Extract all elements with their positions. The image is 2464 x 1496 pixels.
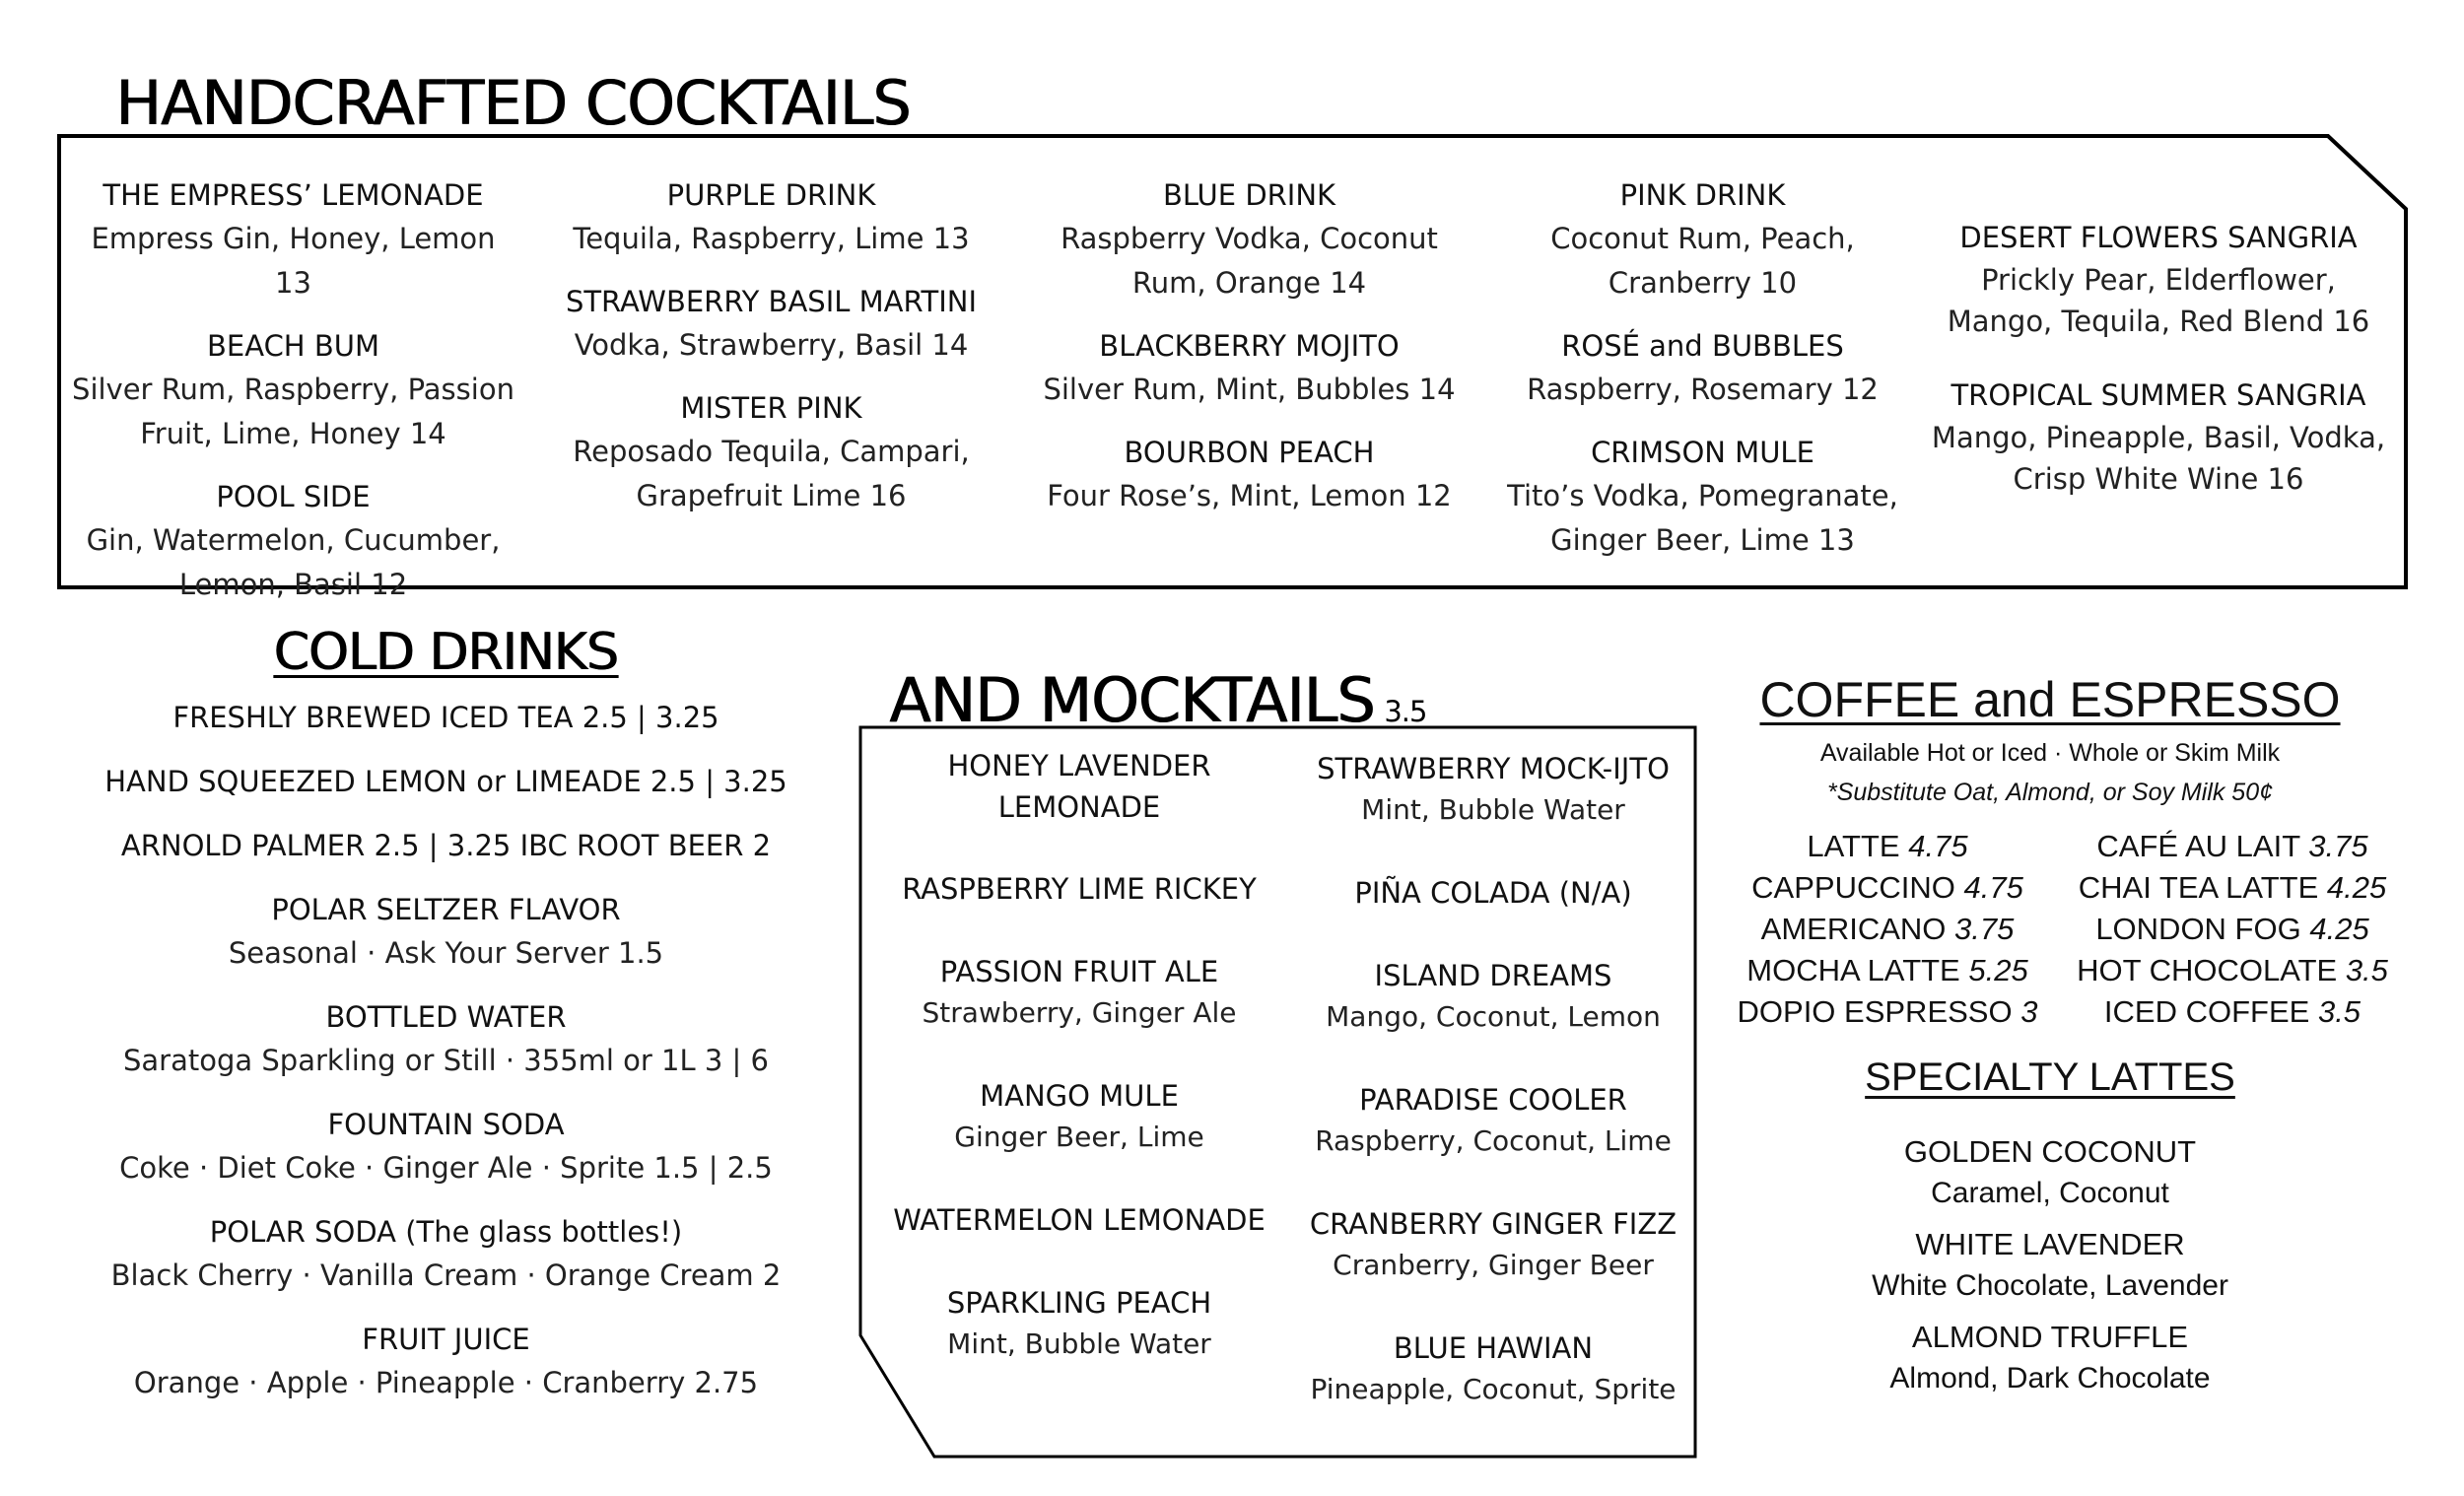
specialty-lattes-title: SPECIALTY LATTES: [1865, 1055, 2235, 1099]
menu-item-name: PINK DRINK: [1619, 178, 1786, 212]
coffee-title: COFFEE and ESPRESSO: [1759, 672, 2341, 727]
menu-item-name: BLACKBERRY MOJITO: [1099, 329, 1400, 363]
menu-item: [537, 280, 1005, 368]
menu-item-desc: Vodka, Strawberry, Basil 14: [574, 328, 969, 362]
coffee-item-name: HOT CHOCOLATE: [2077, 953, 2338, 987]
menu-item-name: POLAR SELTZER FLAVOR: [271, 893, 621, 926]
coffee-item-name: MOCHA LATTE: [1746, 953, 1960, 987]
menu-item-name: HONEY LAVENDER: [947, 749, 1211, 782]
menu-item: [867, 1075, 1291, 1199]
cocktail-column-1: [69, 173, 517, 607]
menu-item: [69, 173, 517, 306]
menu-item: [867, 868, 1291, 951]
menu-item-desc: Caramel, Coconut: [1931, 1177, 2169, 1209]
menu-item-desc: Cranberry, Ginger Beer: [1333, 1249, 1654, 1281]
menu-item: [537, 386, 1005, 518]
menu-item-desc: Mint, Bubble Water: [947, 1327, 1211, 1360]
menu-item-desc: Mango, Pineapple, Basil, Vodka,: [1931, 421, 2386, 454]
menu-item-desc: Mango, Tequila, Red Blend 16: [1947, 305, 2370, 338]
specialty-lattes-list: [1745, 1131, 2356, 1399]
menu-item-desc: Seasonal · Ask Your Server 1.5: [228, 936, 664, 970]
menu-item-desc: Mango, Coconut, Lemon: [1326, 1000, 1661, 1033]
menu-item: [59, 1318, 833, 1405]
cocktails-title: HANDCRAFTED COCKTAILS: [115, 67, 911, 139]
menu-item-name: ISLAND DREAMS: [1374, 959, 1612, 992]
cocktail-column-4: [1478, 173, 1927, 563]
menu-item-desc: Fruit, Lime, Honey 14: [140, 417, 446, 450]
menu-item: [1922, 374, 2395, 500]
menu-item-name: MANGO MULE: [980, 1079, 1179, 1113]
menu-item-name: RASPBERRY LIME RICKEY: [902, 872, 1257, 906]
cocktail-column-3: [1025, 173, 1473, 518]
mocktails-title: [889, 666, 1426, 746]
menu-item: [1281, 1327, 1705, 1410]
coffee-item-name: AMERICANO: [1760, 912, 1947, 946]
menu-item-desc: Grapefruit Lime 16: [636, 479, 907, 512]
menu-item-name: FRESHLY BREWED ICED TEA 2.5 | 3.25: [172, 701, 719, 734]
menu-item: [1745, 1131, 2356, 1214]
menu-item-desc: Tequila, Raspberry, Lime 13: [573, 222, 970, 255]
menu-item-name: PURPLE DRINK: [666, 178, 876, 212]
menu-item-name: CRANBERRY GINGER FIZZ: [1309, 1207, 1677, 1241]
menu-item-name: ROSÉ and BUBBLES: [1561, 329, 1844, 363]
coffee-item-price: 3.5: [2317, 994, 2361, 1029]
menu-item-desc: Four Rose’s, Mint, Lemon 12: [1047, 479, 1452, 512]
menu-item: [1281, 1203, 1705, 1327]
menu-item-name: THE EMPRESS’ LEMONADE: [103, 178, 484, 212]
coffee-item-price: 3.5: [2345, 953, 2388, 987]
coffee-item: [1725, 950, 2050, 991]
menu-item-name: ALMOND TRUFFLE: [1911, 1320, 2189, 1354]
menu-item: [867, 1282, 1291, 1365]
menu-item: [537, 173, 1005, 261]
menu-item: [1281, 748, 1705, 872]
menu-item: [1745, 1224, 2356, 1307]
menu-item-name: PASSION FRUIT ALE: [939, 955, 1219, 988]
menu-item: [1478, 431, 1927, 563]
menu-item-name: PARADISE COOLER: [1359, 1083, 1627, 1117]
menu-item-desc: Almond, Dark Chocolate: [1889, 1362, 2211, 1394]
coffee-item-name: LONDON FOG: [2095, 912, 2301, 946]
menu-item-desc: Pineapple, Coconut, Sprite: [1310, 1373, 1677, 1405]
menu-item-name: BOURBON PEACH: [1124, 436, 1375, 469]
coffee-item-price: 5.25: [1968, 953, 2028, 987]
menu-item-name: WATERMELON LEMONADE: [893, 1203, 1266, 1237]
menu-item-name: GOLDEN COCONUT: [1903, 1134, 2197, 1169]
menu-item: [59, 760, 833, 803]
menu-item-desc: Reposado Tequila, Campari,: [573, 435, 970, 468]
menu-item-desc: Black Cherry · Vanilla Cream · Orange Cream 2: [110, 1258, 782, 1292]
menu-item-desc: Empress Gin, Honey, Lemon 13: [91, 222, 496, 300]
menu-item-name: BEACH BUM: [207, 329, 379, 363]
mocktails-price: 3.5: [1384, 695, 1427, 728]
menu-item: [59, 1210, 833, 1298]
menu-item-name: FOUNTAIN SODA: [327, 1108, 565, 1141]
menu-item: [1025, 324, 1473, 412]
menu-item-desc: Rum, Orange 14: [1131, 266, 1367, 300]
menu-item: [1025, 173, 1473, 306]
menu-item-desc: Raspberry Vodka, Coconut: [1061, 222, 1438, 255]
menu-item: [69, 324, 517, 456]
coffee-item-price: 3.75: [2308, 829, 2368, 863]
menu-item: [59, 995, 833, 1083]
coffee-item-price: 3: [2020, 994, 2038, 1029]
cocktail-column-5: [1922, 216, 2395, 500]
coffee-item-name: ICED COFFEE: [2103, 994, 2310, 1029]
coffee-item: [2055, 867, 2410, 909]
coffee-item: [1725, 826, 2050, 867]
menu-item-name: DESERT FLOWERS SANGRIA: [1959, 221, 2358, 254]
menu-item-desc: Tito’s Vodka, Pomegranate,: [1507, 479, 1898, 512]
menu-item-name: POOL SIDE: [216, 480, 371, 513]
cocktail-column-2: [537, 173, 1005, 518]
menu-item: [867, 951, 1291, 1075]
menu-item: [1025, 431, 1473, 518]
menu-item-name: PIÑA COLADA (N/A): [1354, 876, 1632, 910]
coffee-item-name: CAPPUCCINO: [1751, 870, 1955, 905]
menu-item-desc: Gin, Watermelon, Cucumber,: [86, 523, 501, 557]
coffee-item: [1725, 909, 2050, 950]
menu-item: [69, 475, 517, 607]
coffee-item-price: 4.75: [1908, 829, 1968, 863]
coffee-item: [2055, 909, 2410, 950]
coffee-note-milk: Available Hot or Iced · Whole or Skim Milk: [1819, 739, 2281, 767]
menu-item-name: POLAR SODA (The glass bottles!): [209, 1215, 683, 1249]
menu-item: [59, 1103, 833, 1190]
menu-item-desc: Raspberry, Rosemary 12: [1527, 373, 1879, 406]
coffee-item-name: LATTE: [1807, 829, 1900, 863]
coffee-item-price: 4.75: [1963, 870, 2023, 905]
menu-item-name: BLUE HAWIAN: [1393, 1331, 1594, 1365]
menu-item-desc: Raspberry, Coconut, Lime: [1315, 1124, 1672, 1157]
coffee-note-substitute: *Substitute Oat, Almond, or Soy Milk 50¢: [1826, 779, 2274, 806]
menu-item: [59, 888, 833, 976]
menu-item: [867, 1199, 1291, 1282]
menu-item-name: SPARKLING PEACH: [946, 1286, 1212, 1320]
menu-item-desc: Ginger Beer, Lime: [954, 1121, 1204, 1153]
menu-item-name: WHITE LAVENDER: [1915, 1227, 2185, 1261]
mocktails-right-column: [1281, 748, 1705, 1410]
menu-item-desc: Cranberry 10: [1608, 266, 1798, 300]
menu-item: [1281, 872, 1705, 955]
coffee-item-price: 3.75: [1954, 912, 2015, 946]
menu-item-desc: Orange · Apple · Pineapple · Cranberry 2.75: [133, 1366, 759, 1399]
menu-item: [1478, 173, 1927, 306]
menu-item-desc: Ginger Beer, Lime 13: [1550, 523, 1855, 557]
menu-item: [59, 824, 833, 867]
menu-item-desc: Coconut Rum, Peach,: [1550, 222, 1855, 255]
menu-item-desc: Silver Rum, Mint, Bubbles 14: [1043, 373, 1456, 406]
mocktails-left-column: [867, 745, 1291, 1365]
menu-item-name: MISTER PINK: [680, 391, 862, 425]
menu-item-desc: Strawberry, Ginger Ale: [922, 996, 1237, 1029]
cold-drinks-title: COLD DRINKS: [273, 623, 618, 682]
menu-item-desc: Lemon, Basil 12: [178, 568, 408, 601]
coffee-item-price: 4.25: [2309, 912, 2369, 946]
coffee-item-price: 4.25: [2326, 870, 2387, 905]
menu-item: [1745, 1317, 2356, 1399]
menu-item-desc: Coke · Diet Coke · Ginger Ale · Sprite 1.5 | 2.5: [119, 1151, 773, 1185]
menu-item: [867, 745, 1291, 868]
menu-item: [1478, 324, 1927, 412]
coffee-item: [2055, 950, 2410, 991]
coffee-item: [1725, 991, 2050, 1033]
menu-item: [1922, 216, 2395, 342]
menu-item-desc: Mint, Bubble Water: [1361, 793, 1625, 826]
coffee-right-column: [2055, 826, 2410, 1033]
coffee-item-name: CAFÉ AU LAIT: [2096, 829, 2300, 863]
menu-item: [1281, 1079, 1705, 1203]
menu-item-name: BLUE DRINK: [1162, 178, 1336, 212]
coffee-item: [1725, 867, 2050, 909]
coffee-item: [2055, 826, 2410, 867]
menu-item-name: CRIMSON MULE: [1591, 436, 1814, 469]
menu-item-name: HAND SQUEEZED LEMON or LIMEADE 2.5 | 3.25: [104, 765, 787, 798]
menu-item-name: STRAWBERRY MOCK-IJTO: [1317, 752, 1670, 785]
menu-item: [59, 696, 833, 739]
menu-item-desc: Crisp White Wine 16: [2013, 462, 2304, 496]
menu-item-name: FRUIT JUICE: [362, 1323, 530, 1356]
menu-item-name: STRAWBERRY BASIL MARTINI: [565, 285, 978, 318]
menu-item-desc: Prickly Pear, Elderflower,: [1981, 263, 2336, 297]
mocktails-title-text: AND MOCKTAILS: [889, 664, 1375, 736]
coffee-item-name: CHAI TEA LATTE: [2078, 870, 2319, 905]
menu-item-name: LEMONADE: [997, 790, 1161, 824]
coffee-left-column: [1725, 826, 2050, 1033]
coffee-item-name: DOPIO ESPRESSO: [1737, 994, 2013, 1029]
menu-item: [1281, 955, 1705, 1079]
cold-drinks-list: [59, 696, 833, 1405]
menu-item-desc: Saratoga Sparkling or Still · 355ml or 1L 3 | 6: [123, 1044, 769, 1077]
menu-item-desc: White Chocolate, Lavender: [1872, 1269, 2228, 1302]
menu-item-name: ARNOLD PALMER 2.5 | 3.25 IBC ROOT BEER 2: [120, 829, 772, 862]
coffee-item: [2055, 991, 2410, 1033]
menu-item-name: TROPICAL SUMMER SANGRIA: [1951, 378, 2366, 412]
menu-item-desc: Silver Rum, Raspberry, Passion: [72, 373, 514, 406]
menu-item-name: BOTTLED WATER: [325, 1000, 567, 1034]
